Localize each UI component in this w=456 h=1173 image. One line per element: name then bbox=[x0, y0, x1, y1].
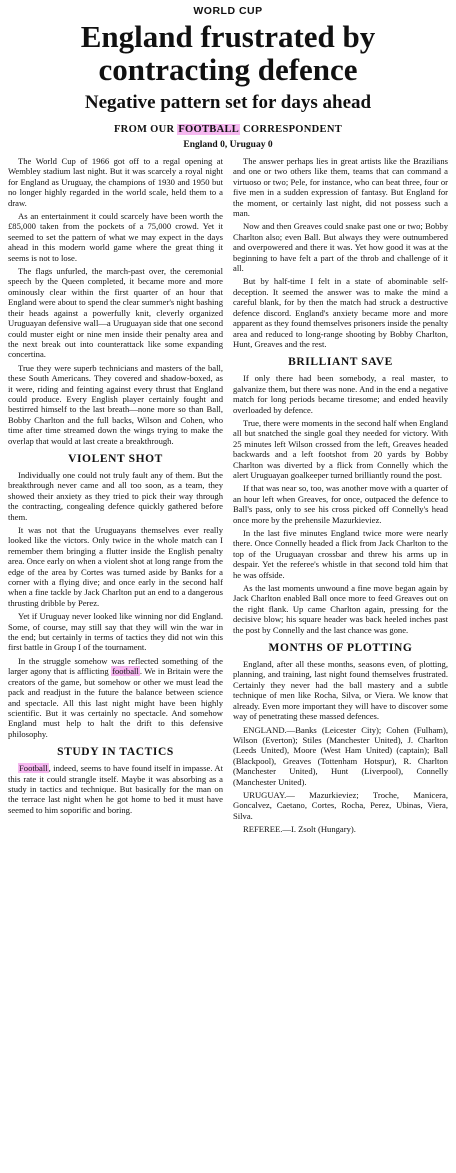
match-score: England 0, Uruguay 0 bbox=[183, 140, 273, 150]
paragraph: If only there had been somebody, a real master, to galvanize them, but there was none. And in the end a negative match for long periods became tiresome; and ended heavily overloaded by defence. bbox=[233, 373, 448, 415]
text-run: . We in Britain were the creators of the game, but somehow or other we must lead the pack and readjust in the future the balance between science and spectacle. All this last night might have been highly scientific. But it was certainly no spectacle. And somehow England must help to halt the drift to this defensive philosophy. bbox=[8, 666, 223, 739]
crosshead-brilliant-save: BRILLIANT SAVE bbox=[288, 356, 393, 369]
paragraph: It was not that the Uruguayans themselves ever really looked like the victors. Only twice in the whole match can I remember them bringing a flutter inside the English penalty area. Once early on when a violent shot at long range from the edge of the area by Cortes was turned aside by Banks for a corner with a flying dive; and once early in the second half when a fine tackle by Jack Charlton put an end to a dangerous thrusting dribble by Perez. bbox=[8, 525, 223, 608]
byline bbox=[8, 124, 448, 135]
paragraph: The World Cup of 1966 got off to a regal opening at Wembley stadium last night. But it was scarcely a royal night for England as Uruguay, the champions of 1930 and 1950 but no longer highly regarded in the world scale, held them to a draw. bbox=[8, 156, 223, 208]
text-run: In the struggle somehow was reflected something of the larger agony that is afflicting bbox=[8, 655, 223, 677]
paragraph: True they were superb technicians and masters of the ball, these South Americans. They covered and shadow-boxed, as it were, riding and feinting against every thrust that England could produce. Every English player certainly fought and bestirred himself to the last breath—none more so than Ball, Bobby Charlton and the full backs, Wilson and Cohen, who time after time streamed down the wings trying to make the overlap that would at last create a breakthrough. bbox=[8, 362, 223, 446]
highlight-football: Football bbox=[19, 763, 48, 774]
paragraph: But by half-time I felt in a state of abominable self-deception. It seemed the answer was to make the mind a careful blank, for by then the match had struck a destructive defence discord. England's anxiety became more and more apparent as they found themselves prisoners inside the penalty area and reduced to long-range shooting by Bobby Charlton, Hunt, Greaves and the rest. bbox=[233, 276, 448, 349]
england-lineup: ENGLAND.—Banks (Leicester City); Cohen (Fulham), Wilson (Everton); Stiles (Manchester United), J. Charlton (Leeds United), Moore (West Ham United) (captain); Ball (Blackpool), Greaves (Tottenham Hotspur), R. Charlton (Manchester United), Hunt (Liverpool), Connelly (Manchester United). bbox=[233, 724, 448, 787]
section-kicker: WORLD CUP bbox=[193, 5, 263, 17]
headline-line-2: contracting defence bbox=[98, 52, 358, 87]
column-right bbox=[233, 156, 448, 838]
text-run: , indeed, seems to have found itself in impasse. At this rate it could strangle itself. Maybe it was absorbing as a study in tactics and technique. But basically for the man on the terrace last night when he got home to bed it must have seemed to him soporific and boring. bbox=[8, 763, 223, 815]
paragraph: Individually one could not truly fault any of them. But the breakthrough never came and all too soon, as a team, they showed their anxiety as they tried to pick their way through the contracting, congealing defence quickly gathered before them. bbox=[8, 469, 223, 522]
article-body bbox=[8, 156, 448, 838]
paragraph bbox=[8, 656, 223, 739]
paragraph: Now and then Greaves could snake past one or two; Bobby Charlton also; even Ball. But always they were outnumbered and overpowered and there it was. Yet how good it was at the beginning to have felt a part of the throb and challenge of it all. bbox=[233, 221, 448, 274]
byline-suffix: CORRESPONDENT bbox=[243, 124, 343, 135]
paragraph: True, there were moments in the second half when England all but snatched the single goal they needed for victory. With 25 minutes left Wilson crossed from the left, Greaves headed backwards and a left footshot from 20 yards by Bobby Charlton was diverted by a flick from Connelly which the alert Uruguayan goalkeeper turned brilliantly round the post. bbox=[233, 417, 448, 480]
byline-prefix: FROM OUR bbox=[113, 124, 175, 135]
headline bbox=[8, 20, 448, 86]
paragraph: The flags unfurled, the march-past over, the ceremonial speech by the Queen completed, it became more and more ominously clear within the first quarter of an hour that England were about to spend the clear summer's night bashing their heads against a powerfully knit, cleverly organized Uruguayan defensive wall—a Uruguayan side that one second could muster eight or nine men inside their penalty area and the next break out into counterattack like some expanding concertina. bbox=[8, 266, 223, 360]
headline-line-1: England frustrated by bbox=[80, 19, 376, 54]
paragraph: England, after all these months, seasons even, of plotting, planning, and training, last night found themselves frustrated. Certainly they never had the ball mastery and a subtle technique of men like Rocha, Silva, or Viera. We know that already. Even more important they will have to discover some way of penetrating these massed defences. bbox=[233, 659, 448, 722]
paragraph: As an entertainment it could scarcely have been worth the £85,000 taken from the pockets of a 75,000 crowd. Yet it seemed to set the pattern of what we may expect in the days ahead in this modern world game where the great thing it seems is not to lose. bbox=[8, 211, 223, 263]
paragraph bbox=[8, 763, 223, 815]
paragraph: The answer perhaps lies in great artists like the Brazilians and one or two others like them, teams that can command a virtuoso or two; Pele, for instance, who can beat three, four or five men in a sudden expression of fantasy. But England for the moment, or certainly last night, did not possess such a man. bbox=[233, 156, 448, 219]
highlight-football: football bbox=[112, 666, 139, 677]
paragraph: As the last moments unwound a fine move began again by Jack Charlton enabled Ball once more to feed Greaves out on the right flank. Up came Charlton again, pressing for the decisive blow; his square header was back heeled inches past the post by Connelly and the last chance was gone. bbox=[233, 583, 448, 635]
column-left bbox=[8, 156, 223, 838]
crosshead-study-in-tactics: STUDY IN TACTICS bbox=[57, 746, 174, 759]
referee: REFEREE.—I. Zsolt (Hungary). bbox=[243, 824, 356, 835]
crosshead-months-of-plotting: MONTHS OF PLOTTING bbox=[268, 642, 413, 655]
crosshead-violent-shot: VIOLENT SHOT bbox=[68, 452, 163, 465]
paragraph: In the last five minutes England twice more were nearly there. Once Connelly headed a flick from Jack Charlton to the top of the Uruguayan crossbar and threw his arms up in despair. Yet the referee's whistle in that second told him that he was offside. bbox=[233, 528, 448, 580]
uruguay-lineup: URUGUAY.— Mazurkieviez; Troche, Manicera, Goncalvez, Caetano, Cortes, Rocha, Perez, Ubinas, Viera, Silva. bbox=[233, 789, 448, 821]
subheadline: Negative pattern set for days ahead bbox=[84, 92, 372, 113]
byline-highlight: FOOTBALL bbox=[178, 124, 240, 135]
paragraph: If that was near so, too, was another move with a quarter of an hour left when Greaves, for once, outpaced the defence to Ball's pass, only to see his cross picked off Connelly's head once more by the prehensile Mazurkieviez. bbox=[233, 483, 448, 525]
paragraph: Yet if Uruguay never looked like winning nor did England. Some, of course, may still say that they will win the war in the end; but certainly in terms of tactics they did not win this first battle in Group I of the tournament. bbox=[8, 611, 223, 653]
